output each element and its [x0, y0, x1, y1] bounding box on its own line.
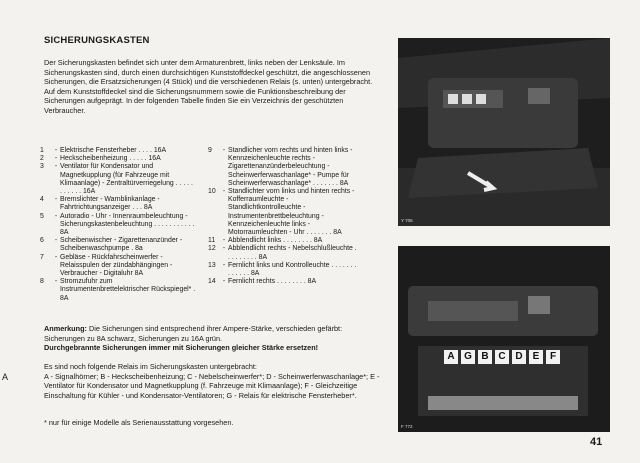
footnote: * nur für einige Modelle als Serienausstattung vorgesehen. [44, 418, 234, 427]
fuse-item [208, 237, 358, 245]
separator: - [54, 155, 58, 163]
fuse-item [40, 213, 196, 238]
note-label: Anmerkung: [44, 324, 87, 333]
fuse-number: 1 [40, 147, 44, 154]
relays-list: A - Signalhörner; B - Heckscheibenheizung; C - Nebelscheinwerfer*; D - Scheinwerferwaschanlage*; E - Ventilator für Kondensator und Magnetkupplung (f. Fahrzeuge mit Klimaanlage); F - Gleichzeitige Einschaltung für Kühler - und Kondensator-Ventilatoren; G - Relais für elektrische Fensterheber*. [44, 371, 380, 400]
separator: - [54, 212, 58, 220]
fuse-item [40, 196, 196, 212]
fuse-description: Ventilator für Kondensator und Magnetkupplung (für Fahrzeuge mit Klimaanlage) - Zentraltürverriegelung . . . . . . . . . . . 16A [60, 163, 193, 196]
fuse-number: 5 [40, 212, 44, 220]
separator: - [54, 163, 58, 171]
fuse-description: Gebläse - Rückfahrscheinwerfer - Relaisspulen der zündabhängingen - Verbraucher - Digitaluhr 8A [60, 253, 173, 278]
note-paragraph [44, 324, 374, 353]
open-fuse-box-photo [398, 246, 610, 432]
fuse-list-left [40, 147, 196, 303]
fuse-number: 13 [208, 261, 216, 269]
fuse-description: Fernlicht links und Kontrolleuchte . . . . . . . . . . . . . 8A [228, 261, 357, 278]
photo2-caption: F 772 [401, 424, 413, 429]
fuse-description: Abblendlicht rechts - Nebelschlußleuchte . . . . . . . . . 8A [228, 245, 357, 261]
relays-paragraph [44, 362, 384, 400]
fuse-item [208, 188, 358, 237]
fuse-description: Standlichter vorn links und hinten rechts - Kofferraumleuchte - Standlichtkontrolleuchte - Instrumentenbrettbeleuchtung - Kennzeichenleuchte links - Motorraumleuchten - Uhr . . . . . . . 8A [228, 188, 355, 237]
fuse-description: Stromzufuhr zum Instrumentenbrettelektrischer Rückspiegel* . 8A [60, 278, 196, 302]
fuse-description: Fernlicht rechts . . . . . . . . 8A [228, 278, 317, 286]
fuse-description: Heckscheibenheizung . . . . . 16A [60, 155, 161, 163]
photo1-caption: Y 706 [401, 218, 413, 223]
fuse-description: Elektrische Fensterheber . . . . 16A [60, 147, 167, 154]
relay-label: F [546, 350, 560, 364]
fuse-item [40, 147, 196, 155]
relay-label: E [529, 350, 543, 364]
page-title: SICHERUNGSKASTEN [44, 35, 150, 46]
intro-paragraph: Der Sicherungskasten befindet sich unter dem Armaturenbrett, links neben der Lenksäule. Im Sicherungskasten sind, durch einen durchsichtigen Kunststoffdeckel geschützt, die angeschlossenen Sicherungen, die Ersatzsicherungen (4 Stück) und die verschiedenen Relais (s. unten) untergebracht. Auf dem Kunststoffdeckel sind die Sicherungsnummern sowie die Funktionsbeschreibung der Sicherungen aufgeprägt. In der folgenden Tabelle finden Sie ein Verzeichnis der geschützten Verbraucher. [44, 58, 373, 115]
relay-label: D [512, 350, 526, 364]
fuse-box-photo-illustration [398, 246, 610, 432]
page-number: 41 [590, 436, 603, 448]
fuse-description: Standlicher vorn rechts und hinten links - Kennzeichenleuchte rechts - Zigarettenanzünderbeleuchtung - Scheinwerferwaschanlage* - Pumpe für Scheinwerferwaschanlage* . . . . . . . 8A [228, 147, 353, 187]
fuse-box-location-photo [398, 38, 610, 226]
fuse-item [40, 155, 196, 163]
fuse-number: 10 [208, 188, 216, 196]
separator: - [54, 237, 58, 245]
fuse-item [208, 147, 358, 188]
fuse-number: 11 [208, 237, 216, 245]
fuse-number: 8 [40, 278, 44, 286]
separator: - [222, 237, 226, 245]
relays-intro: Es sind noch folgende Relais im Sicherungskasten untergebracht: [44, 362, 257, 371]
note-text: Die Sicherungen sind entsprechend ihrer Ampere-Stärke, verschieden gefärbt: Sicherungen zu 8A schwarz, Sicherungen zu 16A grün. [44, 324, 343, 343]
separator: - [54, 253, 58, 261]
separator: - [222, 261, 226, 269]
fuse-description: Scheibenwischer - Zigarettenanzünder - Scheibenwaschpumpe . 8a [60, 237, 183, 253]
relay-label-row [444, 350, 560, 364]
fuse-number: 3 [40, 163, 44, 171]
fuse-description: Abblendlicht links . . . . . . . . 8A [228, 237, 323, 245]
fuse-number: 7 [40, 253, 44, 261]
separator: - [222, 245, 226, 253]
fuse-description: Bremslichter - Warnblinkanlage - Fahrtrichtungsanzeiger . . . 8A [60, 196, 160, 212]
warning-text: Durchgebrannte Sicherungen immer mit Sicherungen gleicher Stärke ersetzen! [44, 343, 319, 353]
fuse-list-right [208, 147, 358, 286]
separator: - [54, 147, 58, 154]
dashboard-photo-illustration [398, 38, 610, 226]
relay-label: C [495, 350, 509, 364]
fuse-item [40, 237, 196, 253]
fuse-item [40, 254, 196, 279]
fuse-item [208, 245, 358, 261]
fuse-number: 12 [208, 245, 216, 253]
relay-label: G [461, 350, 475, 364]
fuse-number: 14 [208, 278, 216, 286]
fuse-number: 6 [40, 237, 44, 245]
separator: - [54, 278, 58, 286]
fuse-item [208, 262, 358, 278]
fuse-number: 4 [40, 196, 44, 204]
fuse-item [208, 278, 358, 286]
separator: - [222, 278, 226, 286]
relay-label: A [444, 350, 458, 364]
fuse-item [40, 163, 196, 196]
separator: - [222, 147, 226, 154]
relay-label: B [478, 350, 492, 364]
margin-mark: A [2, 372, 9, 382]
fuse-number: 9 [208, 147, 212, 154]
separator: - [222, 188, 226, 196]
fuse-description: Autoradio - Uhr - Innenraumbeleuchtung - Sicherungskastenbeleuchtung . . . . . . . . . . . 8A [60, 212, 195, 237]
separator: - [54, 196, 58, 204]
fuse-number: 2 [40, 155, 44, 163]
fuse-item [40, 278, 196, 303]
